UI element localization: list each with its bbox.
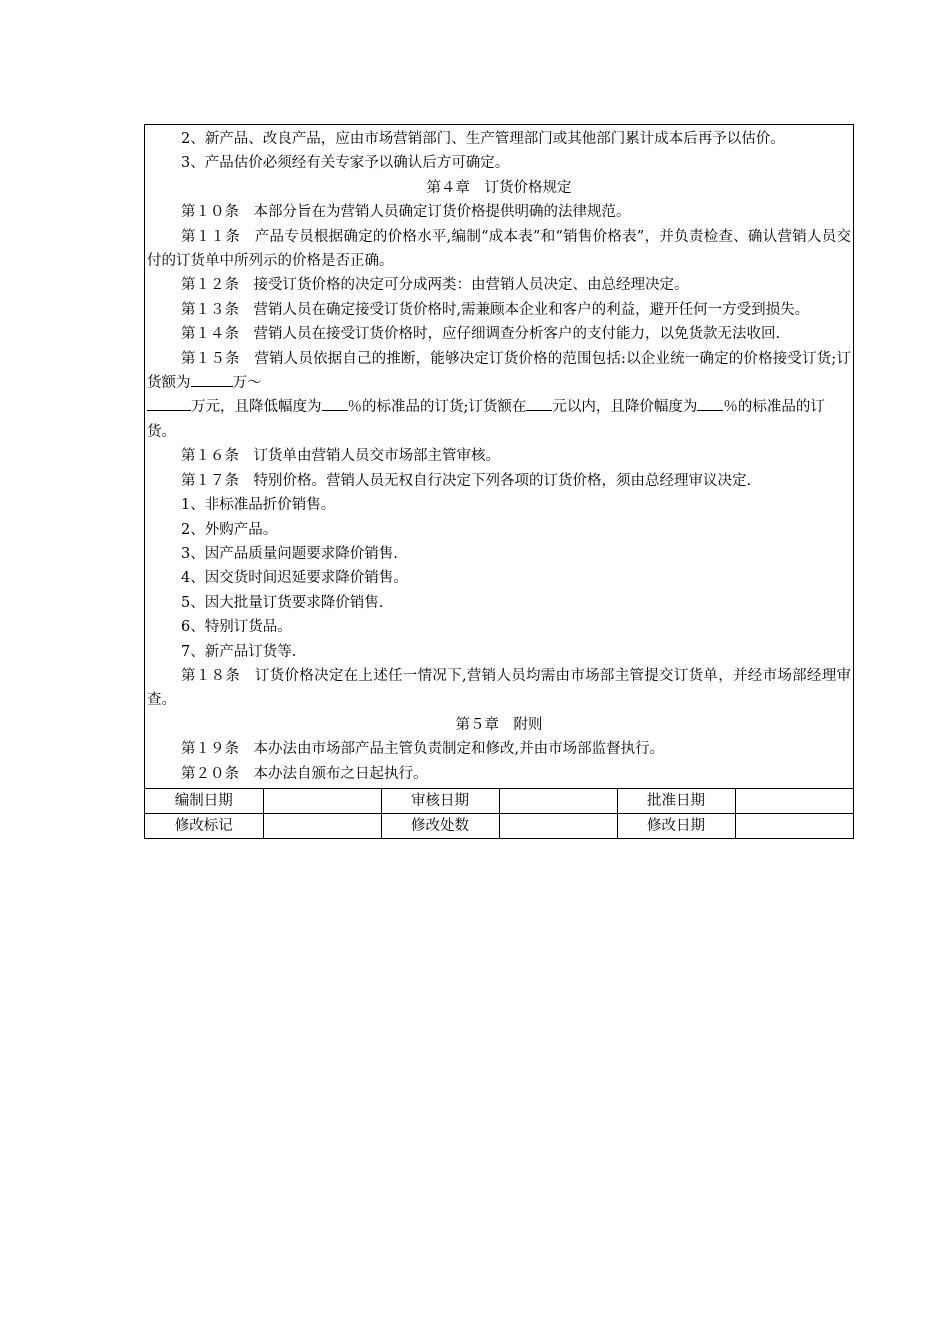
value-cell [499, 788, 617, 813]
article-15-wan: 万元，且降低幅度为 [191, 399, 322, 416]
document-sheet [144, 124, 854, 839]
article-11: 第１１条 产品专员根据确定的价格水平,编制“成本表”和“销售价格表”，并负责检查、确认营销人员交付的订货单中所列示的价格是否正确。 [147, 228, 851, 270]
article-15 [147, 347, 851, 396]
list-item: 3、因产品质量问题要求降价销售. [181, 545, 398, 562]
chapter-5-heading: 第５章 附则 [455, 716, 543, 733]
document-body [145, 125, 853, 788]
paragraph-item-3: 3、产品估价必须经有关专家予以确认后方可确定。 [181, 155, 510, 172]
article-10: 第１０条 本部分旨在为营销人员确定订货价格提供明确的法律规范。 [181, 204, 631, 221]
list-item: 2、外购产品。 [181, 521, 278, 538]
article-15-text-1: 第１５条 营销人员依据自己的推断，能够决定订货价格的范围包括:以企业统一确定的价格接受订货;订货额为 [147, 350, 851, 392]
table-row [145, 788, 853, 813]
value-cell [263, 788, 381, 813]
article-16: 第１６条 订货单由营销人员交市场部主管审核。 [181, 448, 500, 465]
blank-line [697, 396, 723, 411]
label-cell: 修改处数 [381, 813, 499, 838]
article-15-yuan: 元以内，且降价幅度为 [552, 399, 698, 416]
list-item: 1、非标准品折价销售。 [181, 497, 336, 514]
article-17: 第１７条 特别价格。营销人员无权自行决定下列各项的订货价格，须由总经理审议决定. [181, 472, 752, 489]
blank-line [191, 372, 233, 387]
article-15-continued [147, 395, 851, 444]
approval-table [145, 788, 853, 838]
article-20: 第２０条 本办法自颁布之日起执行。 [181, 765, 428, 782]
label-cell: 编制日期 [145, 788, 263, 813]
blank-line [322, 396, 348, 411]
article-15-tilde: 万～ [232, 375, 262, 392]
blank-line [526, 396, 552, 411]
chapter-4-heading: 第４章 订货价格规定 [426, 179, 572, 196]
article-19: 第１９条 本办法由市场部产品主管负责制定和修改,并由市场部监督执行。 [181, 741, 665, 758]
value-cell [499, 813, 617, 838]
article-15-pct2: ％的标准品的订货。 [147, 399, 825, 440]
blank-line [147, 396, 191, 411]
label-cell: 修改日期 [617, 813, 735, 838]
label-cell: 审核日期 [381, 788, 499, 813]
label-cell: 修改标记 [145, 813, 263, 838]
list-item: 5、因大批量订货要求降价销售. [181, 594, 384, 611]
list-item: 4、因交货时间迟延要求降价销售。 [181, 570, 408, 587]
article-18: 第１８条 订货价格决定在上述任一情况下,营销人员均需由市场部主管提交订货单，并经市场部经理审查。 [147, 667, 851, 709]
article-14: 第１４条 营销人员在接受订货价格时，应仔细调查分析客户的支付能力，以免货款无法收回. [181, 326, 781, 343]
list-item: 6、特别订货品。 [181, 619, 292, 636]
table-row [145, 813, 853, 838]
paragraph-item-2: 2、新产品、改良产品，应由市场营销部门、生产管理部门或其他部门累计成本后再予以估价。 [181, 131, 785, 147]
article-13: 第１３条 营销人员在确定接受订货价格时,需兼顾本企业和客户的利益，避开任何一方受到损失。 [181, 301, 810, 318]
label-cell: 批准日期 [617, 788, 735, 813]
value-cell [735, 813, 853, 838]
article-15-pct1: ％的标准品的订货;订货额在 [347, 399, 527, 416]
article-12: 第１２条 接受订货价格的决定可分成两类：由营销人员决定、由总经理决定。 [181, 277, 689, 294]
value-cell [263, 813, 381, 838]
value-cell [735, 788, 853, 813]
list-item: 7、新产品订货等. [181, 643, 297, 660]
